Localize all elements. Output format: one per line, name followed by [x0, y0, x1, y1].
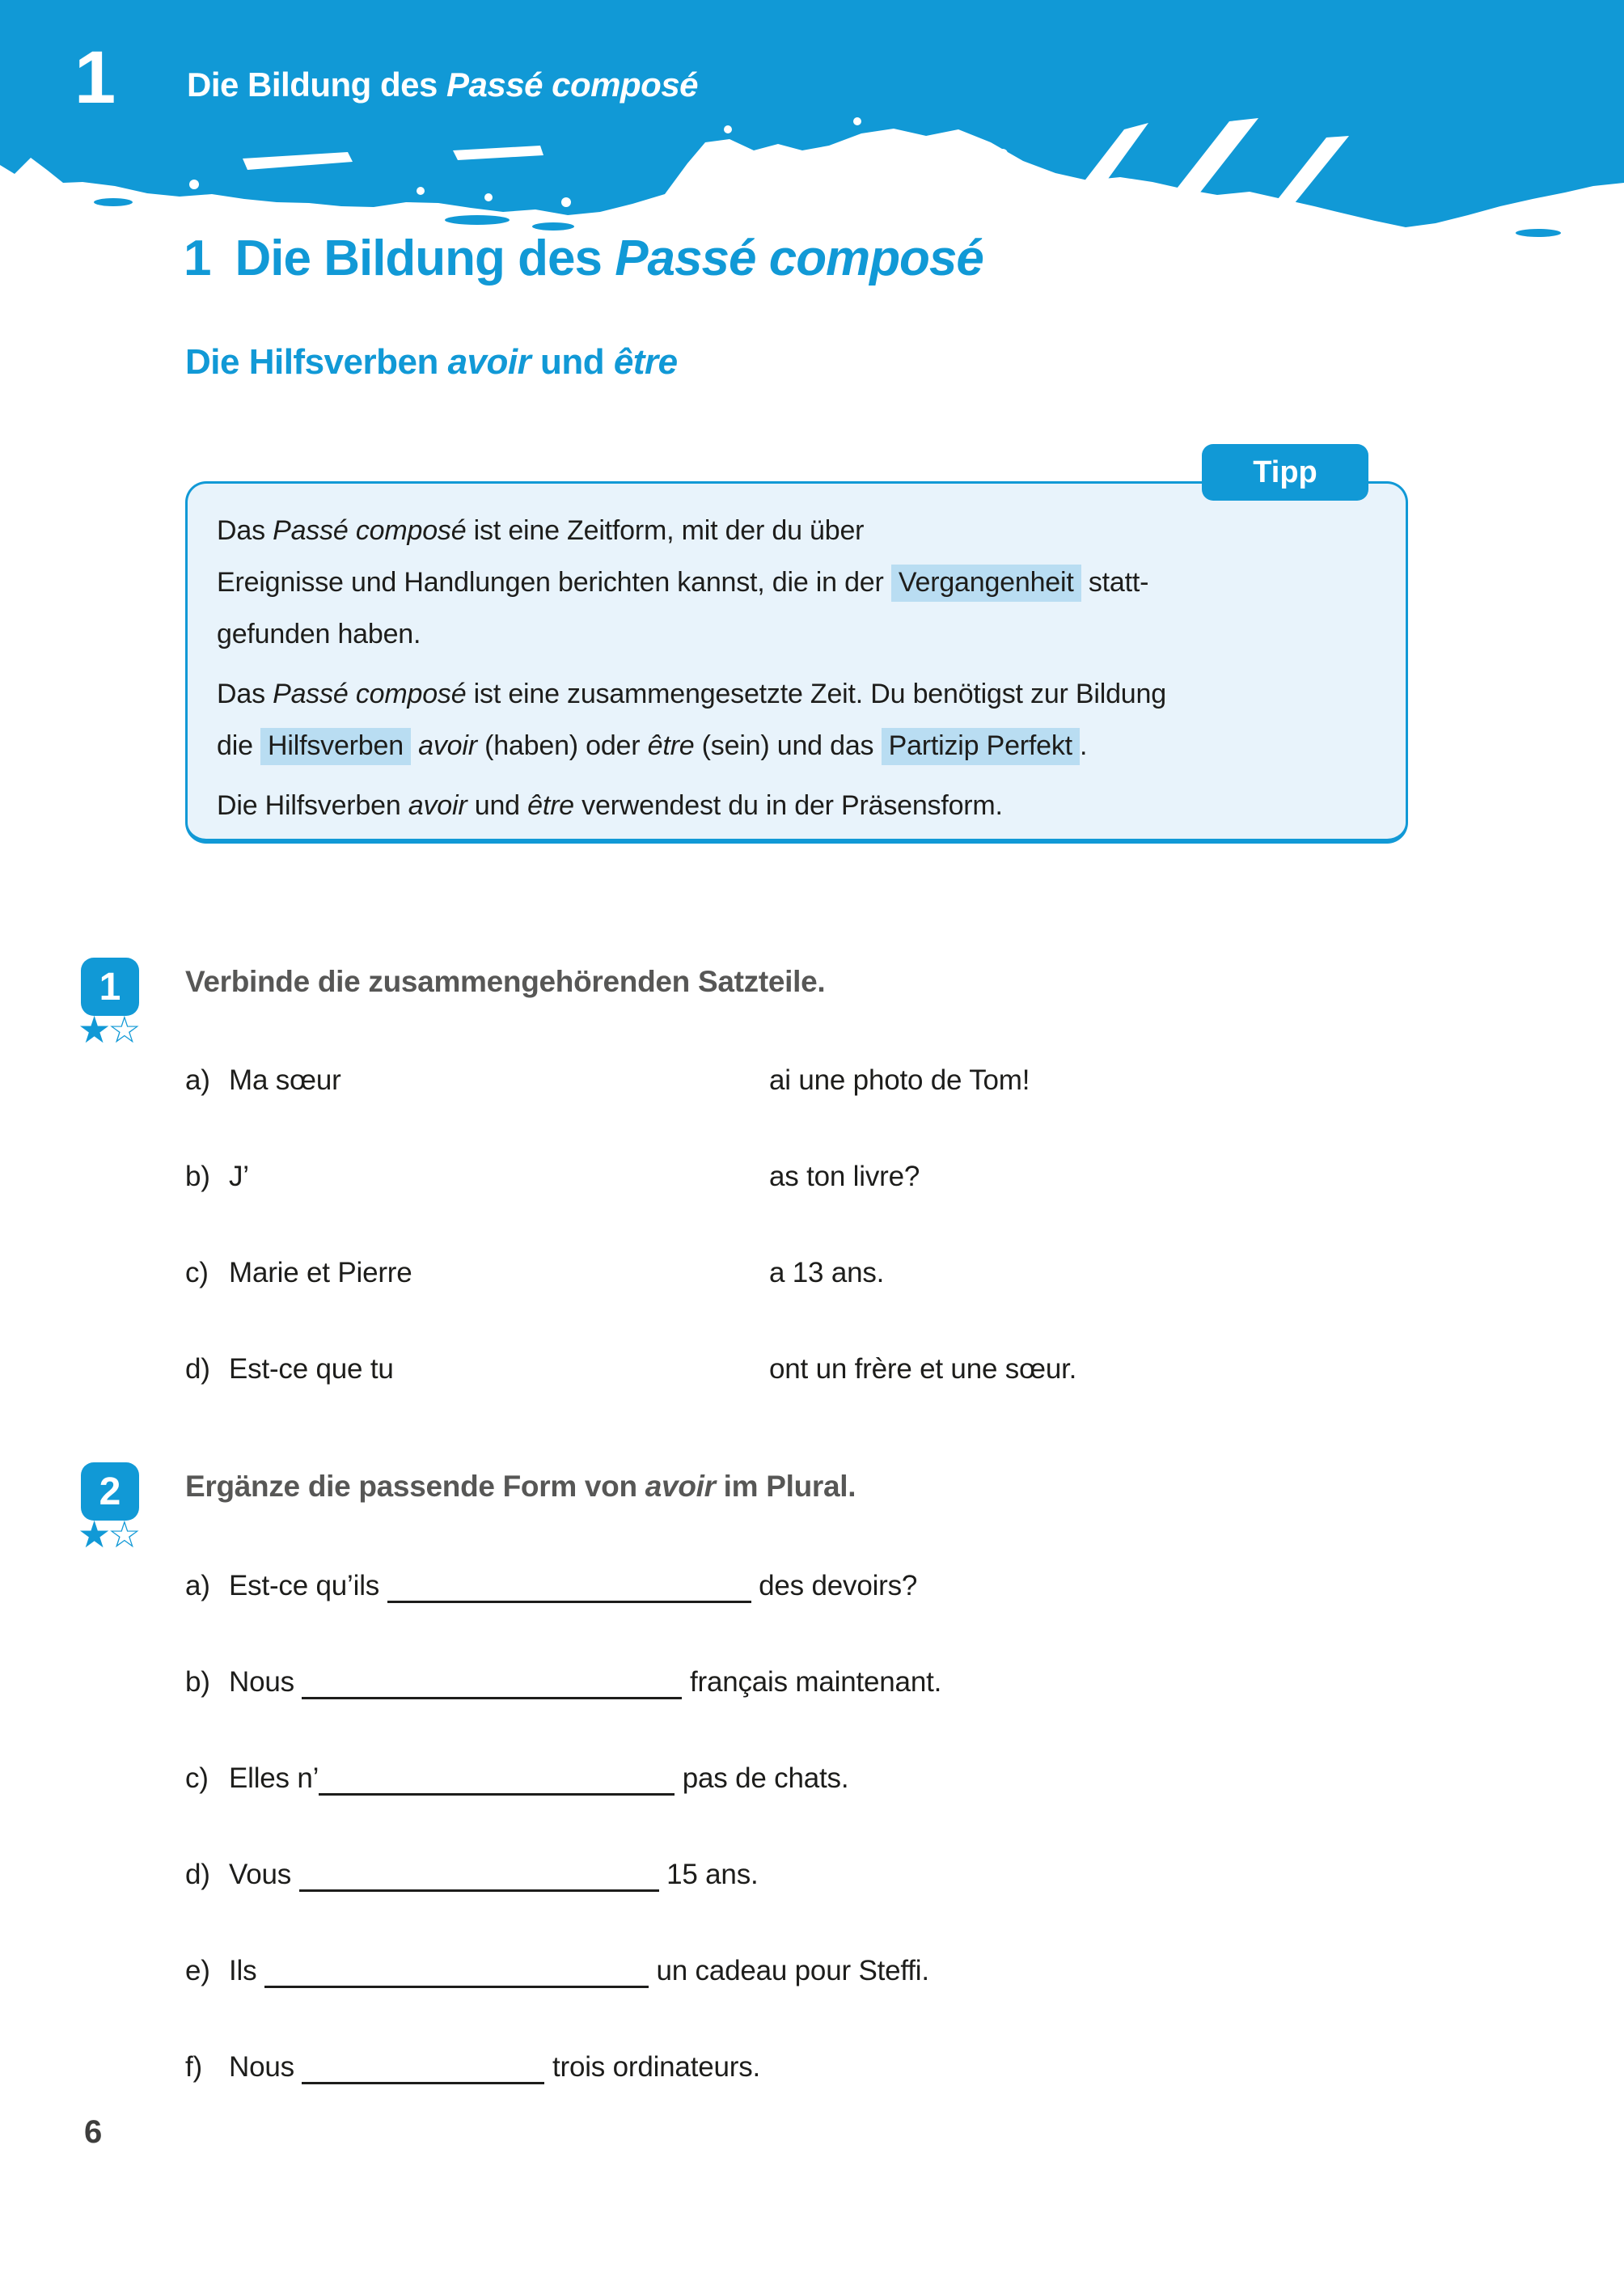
fill-in-row: [185, 1952, 1495, 1999]
tip-line: [217, 720, 1373, 772]
band-unit-number: 1: [74, 36, 115, 119]
fill-in-sentence: [229, 1570, 917, 1601]
text-segment: avoir: [645, 1470, 716, 1503]
fill-in-blank[interactable]: [319, 1783, 675, 1796]
tip-paragraph: [217, 780, 1373, 831]
text-segment: Verbinde die zusammengehörenden Satzteile.: [185, 965, 826, 998]
text-segment: Die Hilfsverben: [217, 790, 408, 821]
item-letter: a): [185, 1570, 210, 1601]
text-segment: ist eine zusammengesetzte Zeit. Du benötigst zur Bildung: [466, 679, 1166, 709]
exercise-1-difficulty-stars: [78, 1009, 138, 1051]
text-segment: .: [1079, 730, 1088, 761]
text-segment: être: [527, 790, 574, 821]
exercise-2-badge: 2: [81, 1462, 139, 1521]
text-segment: Elles n’: [229, 1762, 319, 1794]
text-segment: Das: [217, 679, 273, 709]
matching-row: [185, 1254, 1495, 1301]
fill-in-blank[interactable]: [299, 1880, 659, 1892]
text-segment: Die Hilfsverben: [185, 342, 448, 382]
star-filled-icon: ★: [78, 1009, 108, 1051]
text-segment: im Plural.: [715, 1470, 856, 1503]
matching-row: [185, 1157, 1495, 1204]
text-segment: Ergänze die passende Form von: [185, 1470, 645, 1503]
highlighted-term: Vergangenheit: [891, 565, 1081, 602]
matching-right-text[interactable]: as ton livre?: [769, 1161, 920, 1192]
fill-in-sentence: [229, 2051, 760, 2083]
band-chapter-title: [187, 65, 698, 105]
fill-in-blank[interactable]: [302, 2072, 544, 2084]
star-outline-icon: ☆: [108, 1513, 138, 1555]
page-title-text: [235, 231, 983, 286]
text-segment: (haben) oder: [476, 730, 648, 761]
page-title-number: 1: [184, 231, 211, 286]
section-subtitle: [185, 343, 678, 382]
page-number: 6: [84, 2114, 103, 2150]
tip-line: [217, 668, 1373, 720]
text-segment: [411, 730, 418, 761]
fill-in-row: [185, 1663, 1495, 1710]
fill-in-row: [185, 1855, 1495, 1902]
text-segment: français maintenant.: [682, 1666, 942, 1698]
tip-line: [217, 608, 1373, 660]
fill-in-sentence: [229, 1762, 848, 1794]
tip-line: [217, 505, 1373, 556]
text-segment: Die Bildung des: [187, 66, 447, 104]
fill-in-blank[interactable]: [264, 1976, 649, 1988]
text-segment: avoir: [447, 342, 531, 382]
tip-box: [185, 481, 1408, 844]
star-outline-icon: ☆: [108, 1009, 138, 1051]
highlighted-term: Hilfsverben: [260, 728, 411, 765]
star-filled-icon: ★: [78, 1513, 108, 1555]
text-segment: être: [647, 730, 695, 761]
text-segment: die: [217, 730, 261, 761]
matching-left-text[interactable]: Marie et Pierre: [229, 1257, 412, 1288]
matching-left-text[interactable]: Est-ce que tu: [229, 1353, 394, 1385]
item-letter: f): [185, 2051, 202, 2083]
item-letter: b): [185, 1666, 210, 1698]
item-letter: d): [185, 1859, 210, 1890]
text-segment: statt-: [1081, 567, 1149, 598]
text-segment: ist eine Zeitform, mit der du über: [466, 515, 865, 546]
item-letter: a): [185, 1064, 210, 1096]
fill-in-sentence: [229, 1666, 941, 1698]
item-letter: d): [185, 1353, 210, 1385]
text-segment: Nous: [229, 1666, 302, 1698]
text-segment: Ils: [229, 1955, 264, 1986]
matching-left-text[interactable]: Ma sœur: [229, 1064, 341, 1096]
text-segment: Nous: [229, 2051, 302, 2083]
text-segment: un cadeau pour Steffi.: [648, 1955, 929, 1986]
text-segment: être: [613, 342, 678, 382]
text-segment: Passé composé: [273, 679, 467, 709]
text-segment: und: [467, 790, 528, 821]
text-segment: Ereignisse und Handlungen berichten kannst, die in der: [217, 567, 891, 598]
matching-row: [185, 1350, 1495, 1397]
text-segment: 15 ans.: [658, 1859, 759, 1890]
text-segment: gefunden haben.: [217, 619, 421, 649]
exercise-2-difficulty-stars: [78, 1513, 138, 1555]
page-title: [184, 231, 983, 286]
matching-right-text[interactable]: ont un frère et une sœur.: [769, 1353, 1077, 1385]
exercise-1-badge: 1: [81, 958, 139, 1016]
text-segment: avoir: [418, 730, 477, 761]
text-segment: Vous: [229, 1859, 299, 1890]
highlighted-term: Partizip Perfekt: [882, 728, 1080, 765]
fill-in-row: [185, 1759, 1495, 1806]
tip-tab: Tipp: [1202, 444, 1368, 501]
matching-right-text[interactable]: ai une photo de Tom!: [769, 1064, 1030, 1096]
item-letter: c): [185, 1762, 209, 1794]
text-segment: Die Bildung des: [235, 231, 615, 286]
tip-line: [217, 780, 1373, 831]
fill-in-row: [185, 2048, 1495, 2095]
fill-in-blank[interactable]: [387, 1591, 751, 1603]
fill-in-sentence: [229, 1859, 759, 1890]
exercise-1-heading: [185, 964, 825, 1000]
fill-in-row: [185, 1567, 1495, 1614]
fill-in-sentence: [229, 1955, 929, 1986]
text-segment: avoir: [408, 790, 467, 821]
text-segment: trois ordinateurs.: [544, 2051, 761, 2083]
tip-line: [217, 556, 1373, 608]
text-segment: verwendest du in der Präsensform.: [573, 790, 1003, 821]
fill-in-blank[interactable]: [302, 1687, 682, 1699]
text-segment: pas de chats.: [675, 1762, 849, 1794]
matching-left-text[interactable]: J’: [229, 1161, 249, 1192]
text-segment: und: [531, 342, 614, 382]
text-segment: Das: [217, 515, 273, 546]
tip-paragraph: [217, 668, 1373, 772]
text-segment: Passé composé: [446, 66, 699, 104]
item-letter: e): [185, 1955, 210, 1986]
tip-paragraph: [217, 505, 1373, 660]
text-segment: Passé composé: [273, 515, 467, 546]
text-segment: des devoirs?: [751, 1570, 918, 1601]
item-letter: b): [185, 1161, 210, 1192]
text-segment: Passé composé: [615, 231, 983, 286]
item-letter: c): [185, 1257, 209, 1288]
matching-row: [185, 1061, 1495, 1108]
brush-banner-graphic: [0, 0, 1624, 243]
text-segment: (sein) und das: [694, 730, 882, 761]
matching-right-text[interactable]: a 13 ans.: [769, 1257, 885, 1288]
text-segment: Est-ce qu’ils: [229, 1570, 387, 1601]
exercise-2-heading: [185, 1469, 856, 1504]
